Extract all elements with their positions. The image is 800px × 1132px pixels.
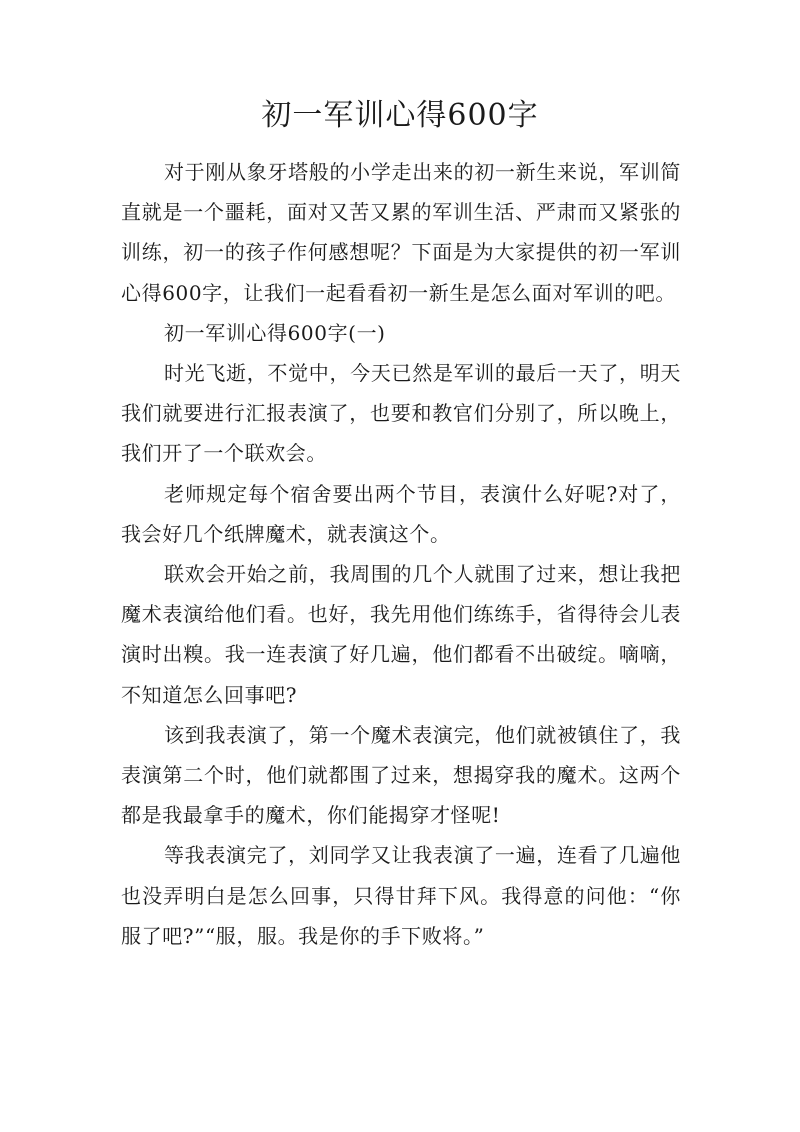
document-body bbox=[121, 152, 681, 956]
section-heading: 初一军训心得600字(一) bbox=[164, 320, 386, 345]
paragraph: 联欢会开始之前，我周围的几个人就围了过来，想让我把魔术表演给他们看。也好，我先用他们练练手，省得待会儿表演时出糗。我一连表演了好几遍，他们都看不出破绽。嘀嘀，不知道怎么回事吧? bbox=[121, 562, 681, 707]
paragraph: 等我表演完了，刘同学又让我表演了一遍，连看了几遍他也没弄明白是怎么回事，只得甘拜下风。我得意的问他：“你服了吧?”“服，服。我是你的手下败将。” bbox=[121, 843, 681, 948]
paragraph: 老师规定每个宿舍要出两个节目，表演什么好呢?对了，我会好几个纸牌魔术，就表演这个。 bbox=[121, 481, 681, 546]
paragraph: 时光飞逝，不觉中，今天已然是军训的最后一天了，明天我们就要进行汇报表演了，也要和教官们分别了，所以晚上，我们开了一个联欢会。 bbox=[121, 361, 681, 466]
paragraph-intro: 对于刚从象牙塔般的小学走出来的初一新生来说，军训简直就是一个噩耗，面对又苦又累的军训生活、严肃而又紧张的训练，初一的孩子作何感想呢？下面是为大家提供的初一军训心得600字，让我们一起看看初一新生是怎么面对军训的吧。 bbox=[121, 160, 681, 305]
paragraph: 该到我表演了，第一个魔术表演完，他们就被镇住了，我表演第二个时，他们就都围了过来，想揭穿我的魔术。这两个都是我最拿手的魔术，你们能揭穿才怪呢! bbox=[121, 722, 681, 828]
document-title: 初一军训心得600字 bbox=[261, 98, 539, 133]
